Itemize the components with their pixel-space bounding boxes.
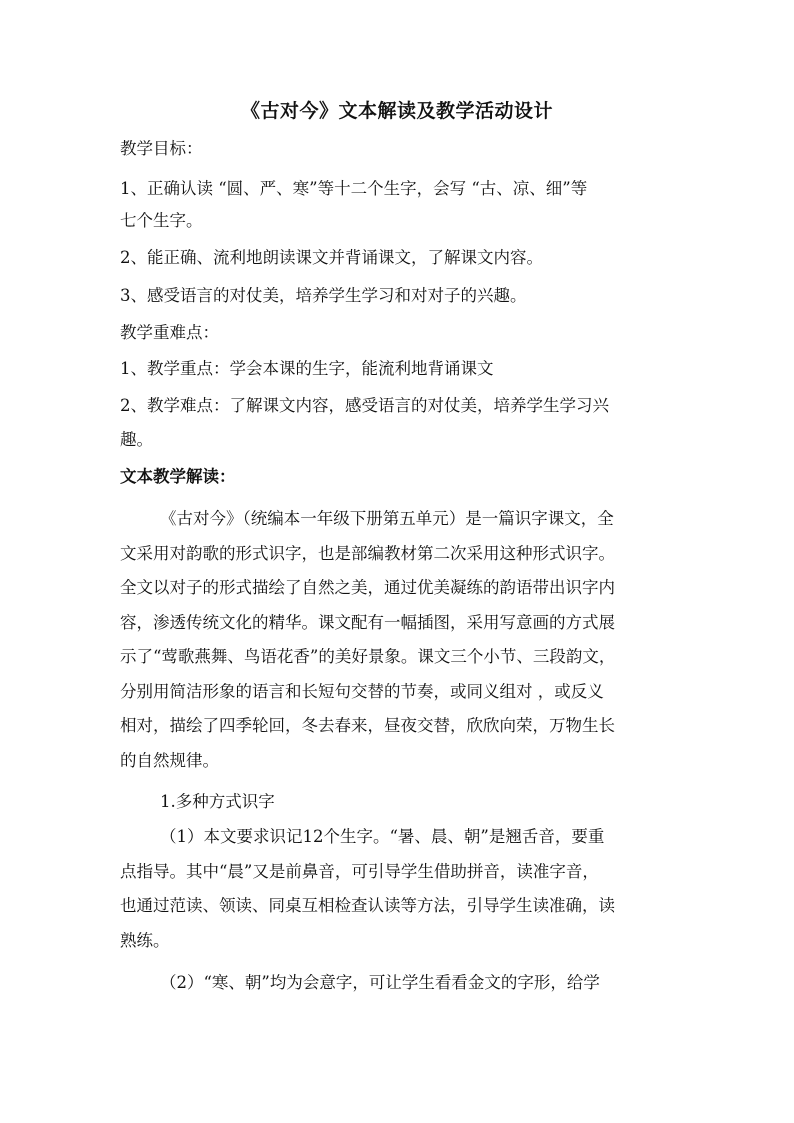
goal-1-line-1: 1、正确认读 “圆、严、寒”等十二个生字，会写 “古、凉、细”等: [120, 179, 588, 198]
paragraph-line: 全文以对子的形式描绘了自然之美，通过优美凝练的韵语带出识字内: [120, 578, 615, 597]
sub-item-line: 也通过范读、领读、同桌互相检查认读等方法，引导学生读准确，读: [120, 896, 615, 915]
paragraph-line: 《古对今》（统编本一年级下册第五单元）是一篇识字课文，全: [160, 509, 614, 528]
key-point-1: 1、教学重点：学会本课的生字，能流利地背诵课文: [120, 359, 494, 378]
document-title: 《古对今》文本解读及教学活动设计: [240, 100, 553, 122]
goal-3: 3、感受语言的对仗美，培养学生学习和对对子的兴趣。: [120, 286, 527, 305]
paragraph-line: 容，渗透传统文化的精华。课文配有一幅插图，采用写意画的方式展: [120, 612, 615, 632]
goal-2: 2、能正确、流利地朗读课文并背诵课文，了解课文内容。: [120, 248, 543, 267]
key-point-2-line-2: 趣。: [120, 430, 153, 449]
reading-paragraph: [120, 502, 682, 778]
sub-item-line: 点指导。其中“晨”又是前鼻音，可引导学生借助拼音，读准字音，: [120, 861, 599, 881]
paragraph-line: 分别用简洁形象的语言和长短句交替的节奏，或同义组对 ，或反义: [120, 681, 604, 701]
keypoints-heading: 教学重难点：: [120, 323, 219, 342]
reading-heading: 文本教学解读：: [120, 467, 236, 486]
sub-item-2-line-1: （2）“寒、朝”均为会意字，可让学生看看金文的字形，给学: [160, 973, 600, 992]
sub-item-1: [120, 820, 682, 958]
sub-item-line: 熟练。: [120, 930, 170, 950]
goals-heading: 教学目标：: [120, 139, 203, 158]
paragraph-line: 示了“莺歌燕舞、鸟语花香”的美好景象。课文三个小节、三段韵文，: [120, 647, 616, 666]
section-1-heading: 1.多种方式识字: [160, 792, 275, 811]
goal-1-line-2: 七个生字。: [120, 211, 203, 230]
paragraph-line: 相对，描绘了四季轮回，冬去春来，昼夜交替，欣欣向荣，万物生长: [120, 716, 615, 735]
sub-item-line: （1）本文要求识记12个生字。“暑、晨、朝”是翘舌音，要重: [160, 827, 605, 846]
paragraph-line: 的自然规律。: [120, 750, 219, 770]
paragraph-line: 文采用对韵歌的形式识字，也是部编教材第二次采用这种形式识字。: [120, 543, 615, 563]
key-point-2-line-1: 2、教学难点：了解课文内容，感受语言的对仗美，培养学生学习兴: [120, 396, 609, 415]
